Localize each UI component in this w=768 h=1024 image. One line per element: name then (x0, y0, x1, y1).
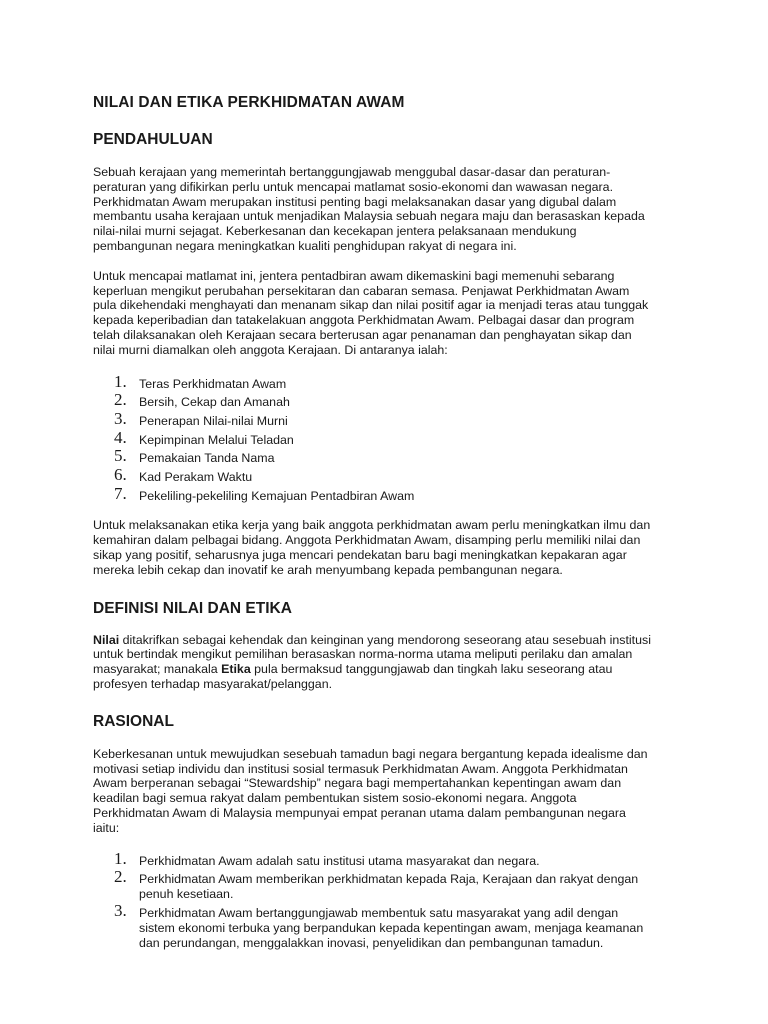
list-item-number: 5. (114, 446, 127, 466)
list-item (93, 867, 683, 902)
list-item-number: 6. (114, 465, 127, 484)
list-item-text: Penerapan Nilai-nilai Murni (139, 413, 288, 428)
definisi-text-2: pula bermaksud tanggungjawab dan tingkah laku seseorang atau profesyen terhadap masyarakat/pelanggan. (93, 662, 613, 691)
list-item-text: Perkhidmatan Awam memberikan perkhidmatan kepada Raja, Kerajaan dan rakyat dengan penuh kesetiaan. (139, 872, 639, 902)
list-item (93, 465, 683, 487)
section-heading-definisi: DEFINISI NILAI DAN ETIKA (93, 599, 292, 617)
pendahuluan-paragraph-3: Untuk melaksanakan etika kerja yang baik anggota perkhidmatan awam perlu meningkatkan ilmu dan kemahiran dalam pelbagai bidang. Anggota Perkhidmatan Awam, disamping perlu memiliki nilai dan sikap yang positif, seharusnya juga mencari pendekatan baru bagi meningkatkan kepakaran agar mereka lebih cekap dan inovatif ke arah menyumbang kepada pembangunan negara. (93, 518, 651, 577)
list-item (93, 427, 683, 450)
document-page (93, 93, 683, 952)
list-item (93, 390, 683, 412)
rasional-paragraph: Keberkesanan untuk mewujudkan sesebuah tamadun bagi negara bergantung kepada idealisme dan motivasi setiap individu dan institusi sosial termasuk Perkhidmatan Awam. Anggota Perkhidmatan Awam berperanan sebagai “Stewardship” negara bagi mempertahankan kepentingan awam dan keadilan bagi semua rakyat dalam pembentukan sistem sosio-ekonomi negara. Anggota Perkhidmatan Awam di Malaysia mempunyai empat peranan utama dalam pembangunan negara iaitu: (93, 746, 648, 835)
list-item-number: 3. (114, 408, 127, 428)
term-etika: Etika (221, 662, 251, 677)
pendahuluan-list (93, 371, 683, 506)
list-item (93, 371, 683, 394)
section-heading-rasional: RASIONAL (93, 712, 174, 730)
list-item-text: Pekeliling-pekeliling Kemajuan Pentadbiran Awam (139, 488, 415, 503)
list-item-number: 2. (114, 867, 127, 887)
list-item-number: 1. (114, 848, 127, 868)
list-item-text: Pemakaian Tanda Nama (139, 451, 275, 466)
list-item (93, 900, 683, 950)
list-item-text: Bersih, Cekap dan Amanah (139, 395, 290, 410)
list-item-number: 4. (114, 427, 127, 447)
rasional-list (93, 848, 683, 950)
term-nilai: Nilai (93, 632, 120, 647)
list-item (93, 446, 683, 468)
document-title: NILAI DAN ETIKA PERKHIDMATAN AWAM (93, 94, 405, 111)
pendahuluan-paragraph-1: Sebuah kerajaan yang memerintah bertanggungjawab menggubal dasar-dasar dan peraturan- peraturan yang difikirkan perlu untuk mencapai matlamat sosio-ekonomi dan wawasan negara. Perkhidmatan Awam merupakan institusi penting bagi melaksanakan dasar yang digubal dalam membantu usaha kerajaan untuk menjadikan Malaysia sebuah negara maju dan berasaskan kepada nilai-nilai murni sejagat. Keberkesanan dan kecekapan jentera pelaksanaan mendukung pembangunan negara meningkatkan kualiti penghidupan rakyat di negara ini. (93, 165, 645, 253)
list-item-text: Perkhidmatan Awam bertanggungjawab membentuk satu masyarakat yang adil dengan sistem ekonomi terbuka yang berpandukan kepada kepentingan awam, menjaga keamanan dan perundangan, menggalakkan inovasi, penyelidikan dan pembangunan tamadun. (139, 905, 644, 950)
list-item-text: Perkhidmatan Awam adalah satu institusi utama masyarakat dan negara. (139, 853, 540, 868)
list-item-text: Kepimpinan Melalui Teladan (139, 432, 294, 447)
list-item (93, 848, 683, 868)
list-item-number: 2. (114, 390, 127, 410)
pendahuluan-paragraph-2: Untuk mencapai matlamat ini, jentera pentadbiran awam dikemaskini bagi memenuhi sebarang keperluan mengikut perubahan persekitaran dan cabaran semasa. Penjawat Perkhidmatan Awam pula dikehendaki menghayati dan menanam sikap dan nilai positif agar ia menjadi teras atau tunggak kepada keperibadian dan tatakelakuan anggota Perkhidmatan Awam. Pelbagai dasar dan program telah dilaksanakan oleh Kerajaan secara berterusan agar penanaman dan penghayatan sikap dan nilai murni diamalkan oleh anggota Kerajaan. Di antaranya ialah: (93, 268, 649, 357)
definisi-text-1: ditakrifkan sebagai kehendak dan keinginan yang mendorong seseorang atau sesebuah institusi untuk bertindak mengikut pemilihan berasaskan norma-norma utama meliputi perilaku dan amalan masyarakat; manakala (93, 632, 651, 677)
list-item (93, 483, 683, 506)
list-item-text: Kad Perakam Waktu (139, 470, 253, 484)
definisi-paragraph (93, 633, 683, 692)
section-heading-pendahuluan: PENDAHULUAN (93, 131, 213, 148)
list-item-number: 1. (114, 371, 127, 391)
list-item (93, 408, 683, 431)
list-item-number: 7. (114, 483, 127, 503)
list-item-text: Teras Perkhidmatan Awam (139, 376, 287, 391)
list-item-number: 3. (114, 900, 127, 920)
